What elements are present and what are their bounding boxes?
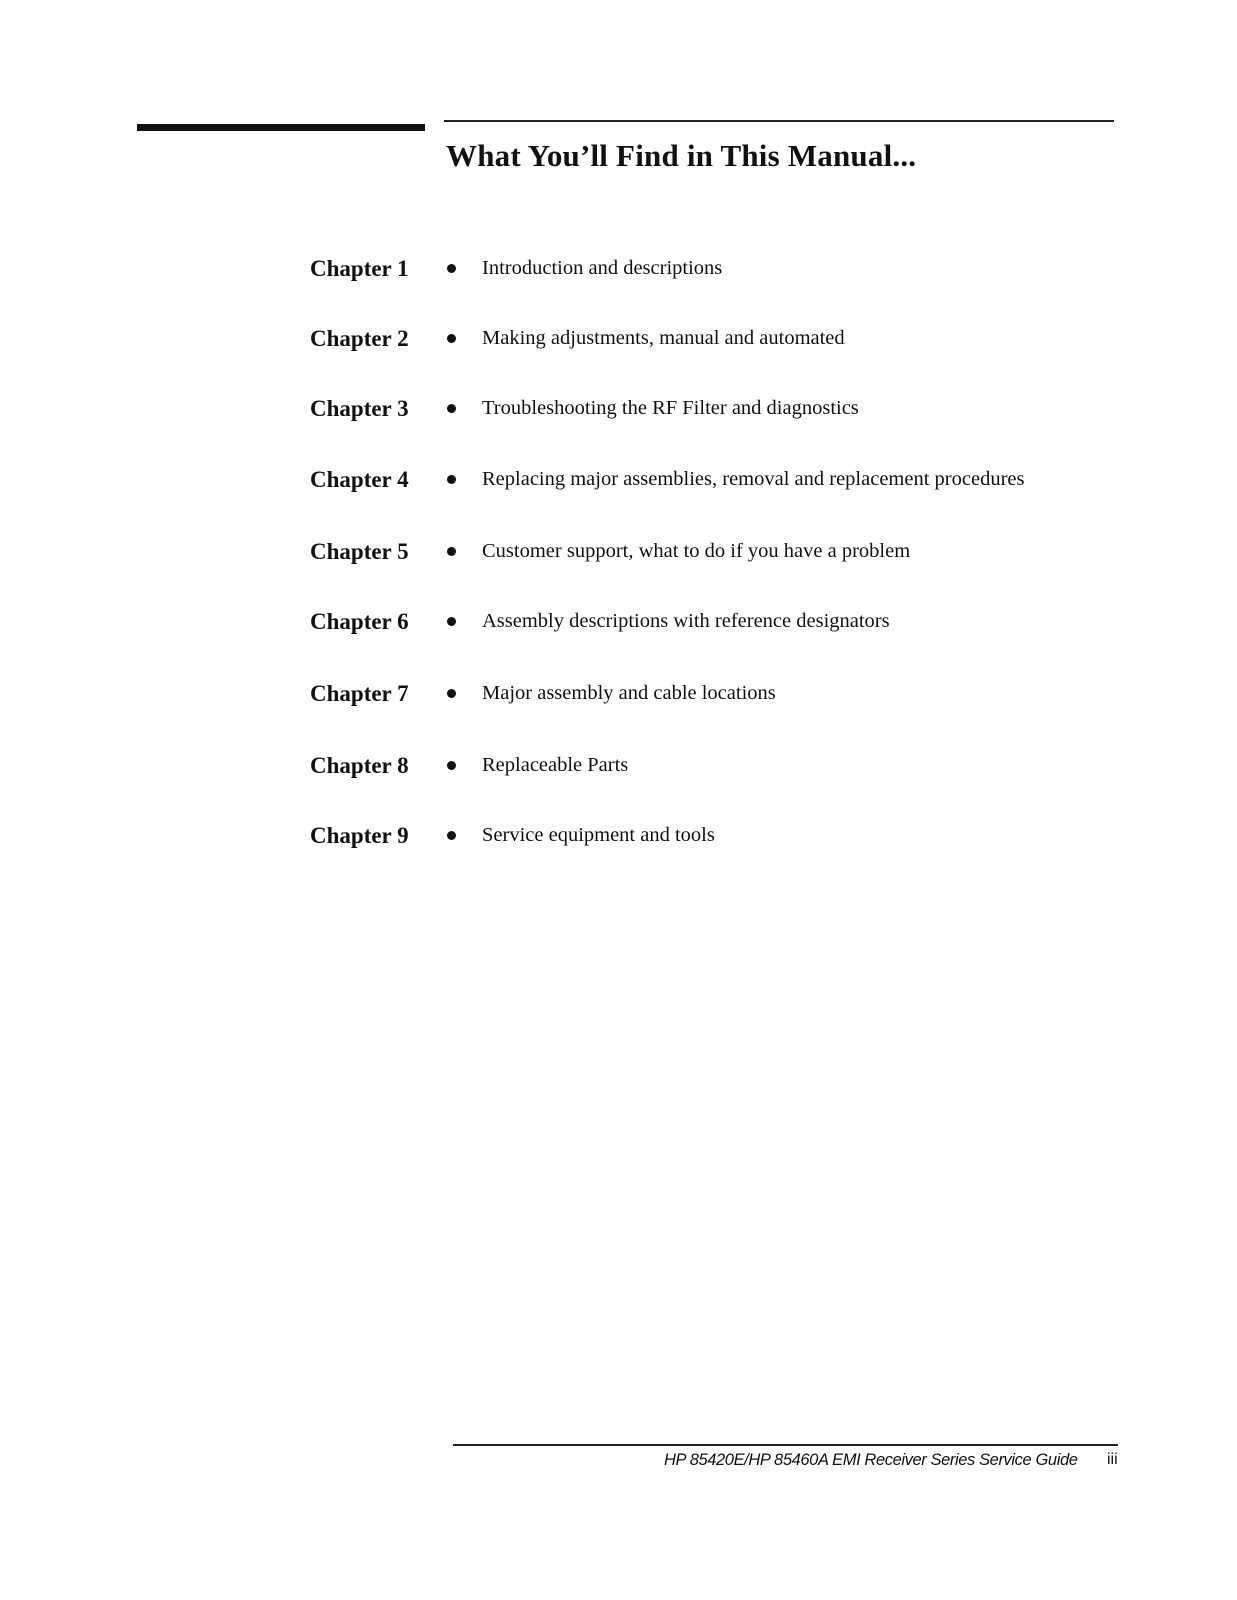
page-title: What You’ll Find in This Manual... (446, 138, 917, 173)
bullet-icon (447, 404, 456, 413)
chapter-label: Chapter 8 (310, 753, 409, 778)
chapter-label: Chapter 2 (310, 326, 409, 351)
chapter-description: Replacing major assemblies, removal and replacement procedures (482, 468, 1025, 490)
footer-guide-title: HP 85420E/HP 85460A EMI Receiver Series Service Guide (664, 1451, 1078, 1469)
bullet-icon (447, 689, 456, 698)
bullet-icon (447, 334, 456, 343)
chapter-row-3 (0, 396, 1237, 436)
chapter-description: Major assembly and cable locations (482, 682, 776, 704)
chapter-label: Chapter 4 (310, 467, 409, 492)
chapter-label: Chapter 5 (310, 539, 409, 564)
chapter-description: Troubleshooting the RF Filter and diagnostics (482, 397, 859, 419)
chapter-description: Service equipment and tools (482, 824, 715, 846)
bullet-icon (447, 475, 456, 484)
bullet-icon (447, 617, 456, 626)
bullet-icon (447, 831, 456, 840)
bullet-icon (447, 547, 456, 556)
bullet-icon (447, 761, 456, 770)
chapter-row-6 (0, 609, 1237, 649)
chapter-description: Making adjustments, manual and automated (482, 327, 845, 349)
chapter-row-7 (0, 681, 1237, 721)
chapter-label: Chapter 3 (310, 396, 409, 421)
footer-rule (453, 1444, 1118, 1446)
chapter-row-1 (0, 256, 1237, 296)
chapter-label: Chapter 1 (310, 256, 409, 281)
chapter-description: Customer support, what to do if you have a problem (482, 540, 911, 562)
chapter-row-4 (0, 467, 1237, 507)
chapter-description: Assembly descriptions with reference designators (482, 610, 890, 632)
chapter-row-5 (0, 539, 1237, 579)
chapter-description: Introduction and descriptions (482, 257, 723, 279)
chapter-row-8 (0, 753, 1237, 793)
page-number: iii (1107, 1451, 1118, 1468)
chapter-row-2 (0, 326, 1237, 366)
bullet-icon (447, 264, 456, 273)
chapter-description: Replaceable Parts (482, 754, 629, 776)
chapter-label: Chapter 6 (310, 609, 409, 634)
chapter-label: Chapter 9 (310, 823, 409, 848)
chapter-label: Chapter 7 (310, 681, 409, 706)
chapter-row-9 (0, 823, 1237, 863)
